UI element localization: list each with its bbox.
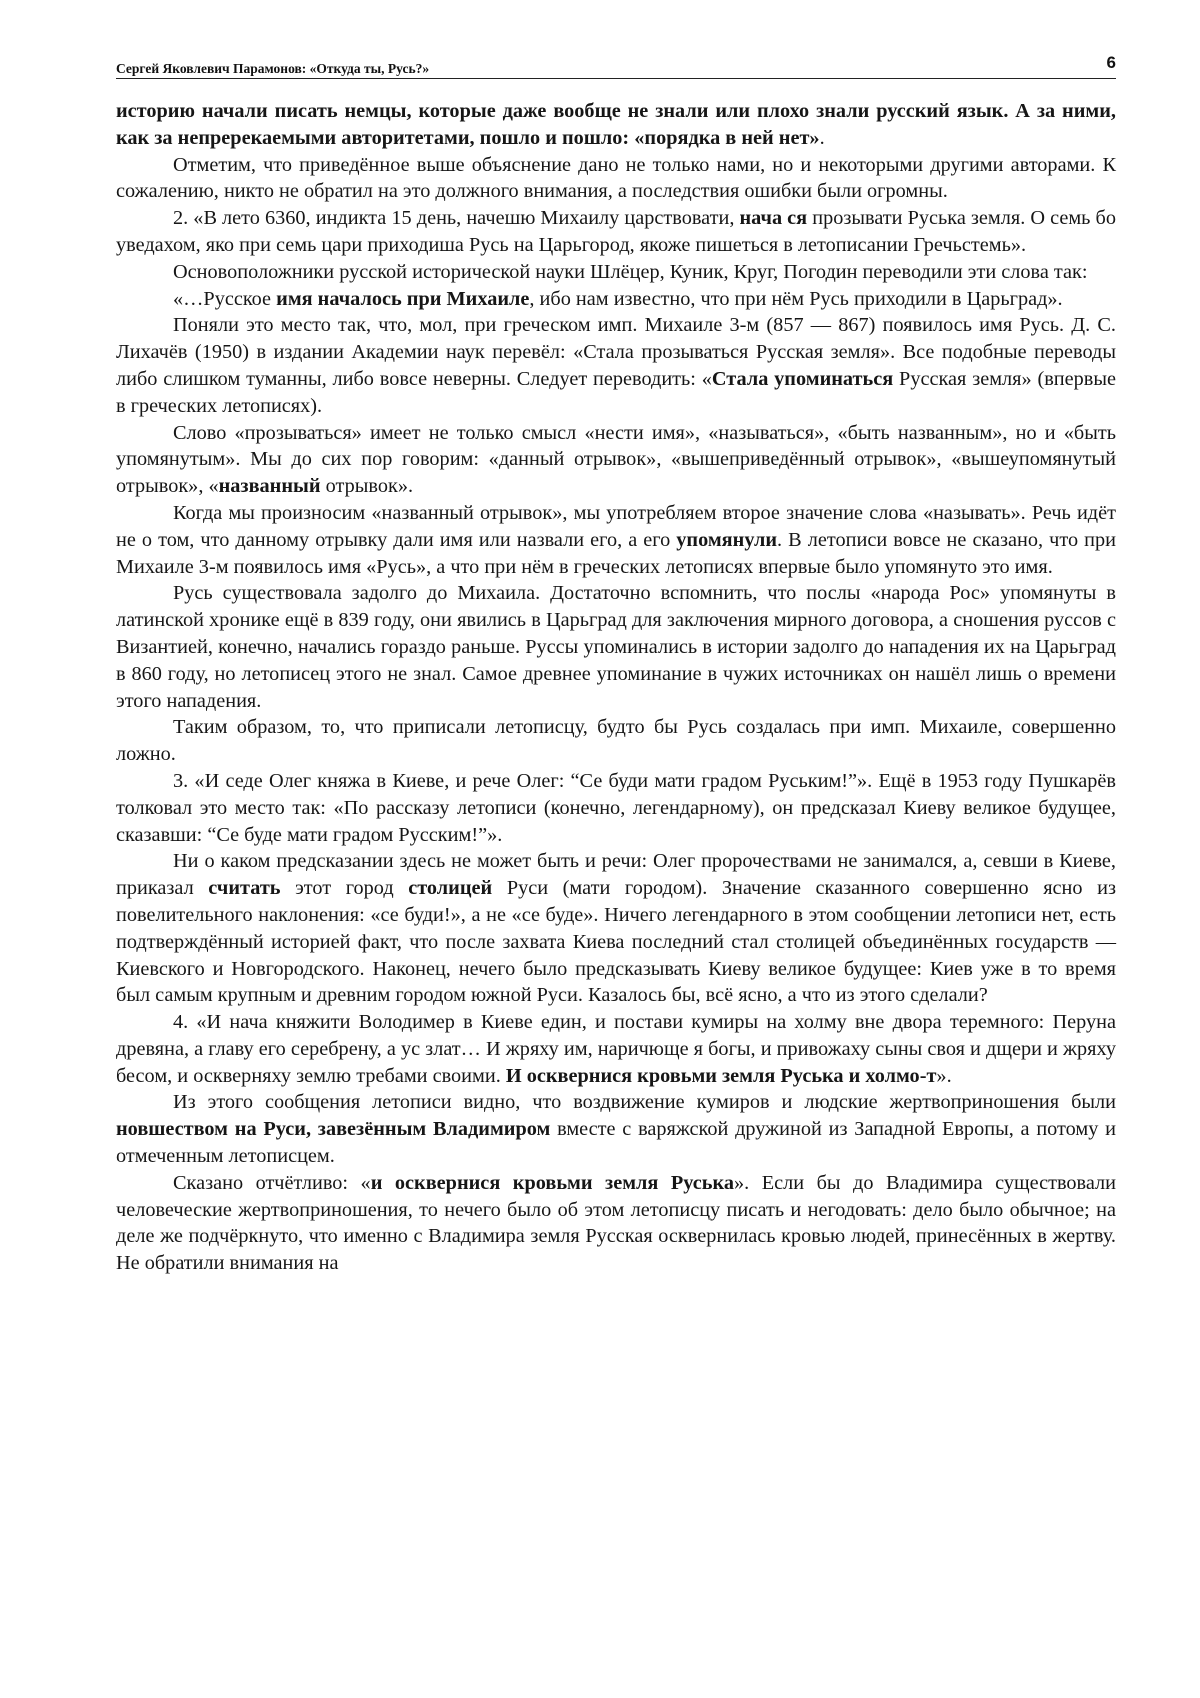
text-run: отрывок». — [320, 475, 414, 498]
text-run: «…Русское — [173, 287, 277, 310]
text-run: вместе с варяжской дружиной из Западной Европы, а потому и отмеченным летописцем. — [116, 1118, 1116, 1168]
page-number: 6 — [1106, 53, 1116, 72]
paragraph — [116, 152, 1116, 206]
bold-text: столицей — [408, 877, 493, 900]
text-run: Основоположники русской исторической науки Шлёцер, Куник, Круг, Погодин переводили эти слова так: — [173, 260, 1088, 283]
running-header — [116, 55, 1116, 77]
text-run: 3. «И седе Олег княжа в Киеве, и рече Олег: “Се буди мати градом Руським!”». Ещё в 1953 году Пушкарёв толковал это место так: «По рассказу летописи (конечно, легендарному), он предсказал Киеву великое будущее, сказавши: “Се буде мати градом Русским!”». — [116, 769, 1116, 846]
bold-text: нача ся — [739, 207, 808, 230]
text-run: Таким образом, то, что приписали летописцу, будто бы Русь создалась при имп. Михаиле, совершенно ложно. — [116, 716, 1116, 766]
paragraph — [116, 714, 1116, 768]
bold-text: упомянули — [676, 528, 778, 551]
bold-text: и осквернися кровьми земля Руська — [370, 1171, 735, 1194]
bold-text: И осквернися кровьми земля Руська и холмо-т — [505, 1064, 937, 1087]
text-run: Русская земля» (впервые в греческих летописях). — [116, 367, 1116, 417]
text-run: . — [819, 126, 825, 149]
paragraph — [116, 768, 1116, 848]
text-run: Русь существовала задолго до Михаила. Достаточно вспомнить, что послы «народа Рос» упомянуты в латинской хронике ещё в 839 году, они явились в Царьград для заключения мирного договора, а сношения руссов с Византией, конечно, начались гораздо раньше. Руссы упоминались в истории задолго до нападения их на Царьград в 860 году, но летописец этого не знал. Самое древнее упоминание в чужих источниках он нашёл лишь о времени этого нападения. — [116, 582, 1116, 712]
bold-text: новшеством на Руси, завезённым Владимиром — [116, 1118, 551, 1141]
paragraph — [116, 420, 1116, 500]
paragraph — [116, 1009, 1116, 1089]
text-run: Сказано отчётливо: « — [173, 1171, 371, 1194]
text-run: . В летописи вовсе не сказано, что при Михаиле 3-м появилось имя «Русь», а что при нём в греческих летописях впервые было упомянуто это имя. — [116, 528, 1116, 578]
bold-text: историю начали писать немцы, которые даже вообще не знали или плохо знали русский язык. А за ними, как за непререкаемыми авторитетами, пошло и пошло: «порядка в ней нет» — [116, 100, 1116, 149]
bold-text: имя началось при Михаиле — [276, 287, 530, 310]
text-run: прозывати Руська земля. О семь бо уведахом, яко при семь цари приходиша Русь на Царьгород, якоже пишеться в летописании Гречьстемь». — [116, 207, 1116, 256]
paragraph — [116, 312, 1116, 419]
document-body — [116, 98, 1116, 1277]
paragraph — [116, 286, 1116, 313]
bold-text: Стала упоминаться — [711, 367, 894, 390]
text-run: Слово «прозываться» имеет не только смысл «нести имя», «называться», «быть названным», но и «быть упомянутым». Мы до сих пор говорим: «данный отрывок», «вышеприведённый отрывок», «вышеупомянутый отрывок», « — [116, 421, 1116, 498]
text-run: 2. «В лето 6360, индикта 15 день, начешю Михаилу царствовати, — [173, 207, 740, 230]
text-run: ». Если бы до Владимира существовали человеческие жертвоприношения, то нечего было об этом летописцу писать и негодовать: дело было обычное; на деле же подчёркнуто, что именно с Владимира земля Русская осквернилась кровью людей, принесённых в жертву. Не обратили внимания на — [116, 1171, 1117, 1275]
text-run: Руси (мати городом). Значение сказанного совершенно ясно из повелительного наклонения: «се буди!», а не «се буде». Ничего легендарного в этом сообщении летописи нет, есть подтверждённый историей факт, что после захвата Киева последний стал столицей объединённых государств — Киевского и Новгородского. Наконец, нечего было предсказывать Киеву великое будущее: Киев уже в то время был самым крупным и древним городом южной Руси. Казалось бы, всё ясно, а что из этого сделали? — [116, 877, 1116, 1007]
paragraph — [116, 500, 1116, 580]
paragraph — [116, 1170, 1116, 1277]
paragraph — [116, 205, 1116, 259]
text-run: Когда мы произносим «названный отрывок», мы употребляем второе значение слова «называть». Речь идёт не о том, что данному отрывку дали имя или назвали его, а его — [116, 501, 1116, 551]
paragraph — [116, 1089, 1116, 1169]
paragraph — [116, 580, 1116, 714]
text-run: Из этого сообщения летописи видно, что воздвижение кумиров и людские жертвоприношения были — [173, 1091, 1116, 1114]
text-run: 4. «И нача княжити Володимер в Киеве един, и постави кумиры на холму вне двора теремного: Перуна древяна, а главу его серебрену, а ус злат… И жряху им, наричюще я богы, и привожаху сыны своя и дщери и жряху бесом, и оскверняху землю требами своими. — [116, 1011, 1116, 1087]
text-run: , ибо нам известно, что при нём Русь приходили в Царьград». — [529, 287, 1063, 310]
text-run: этот город — [280, 877, 409, 900]
text-run: Поняли это место так, что, мол, при греческом имп. Михаиле 3-м (857 — 867) появилось имя Русь. Д. С. Лихачёв (1950) в издании Академии наук перевёл: «Стала прозываться Русская земля». Все подобные переводы либо слишком туманны, либо вовсе неверны. Следует переводить: « — [116, 314, 1116, 390]
text-run: Ни о каком предсказании здесь не может быть и речи: Олег пророчествами не занимался, а, севши в Киеве, приказал — [116, 850, 1116, 900]
paragraph — [116, 848, 1116, 1009]
text-run: ». — [936, 1064, 952, 1087]
text-run: Отметим, что приведённое выше объяснение дано не только нами, но и некоторыми другими авторами. К сожалению, никто не обратил на это должного внимания, а последствия ошибки были огромны. — [116, 153, 1116, 203]
header-rule — [116, 78, 1116, 79]
paragraph — [116, 259, 1116, 286]
paragraph — [116, 98, 1116, 152]
bold-text: названный — [218, 475, 321, 498]
bold-text: считать — [208, 877, 281, 900]
header-title: Сергей Яковлевич Парамонов: «Откуда ты, Русь?» — [116, 61, 430, 76]
